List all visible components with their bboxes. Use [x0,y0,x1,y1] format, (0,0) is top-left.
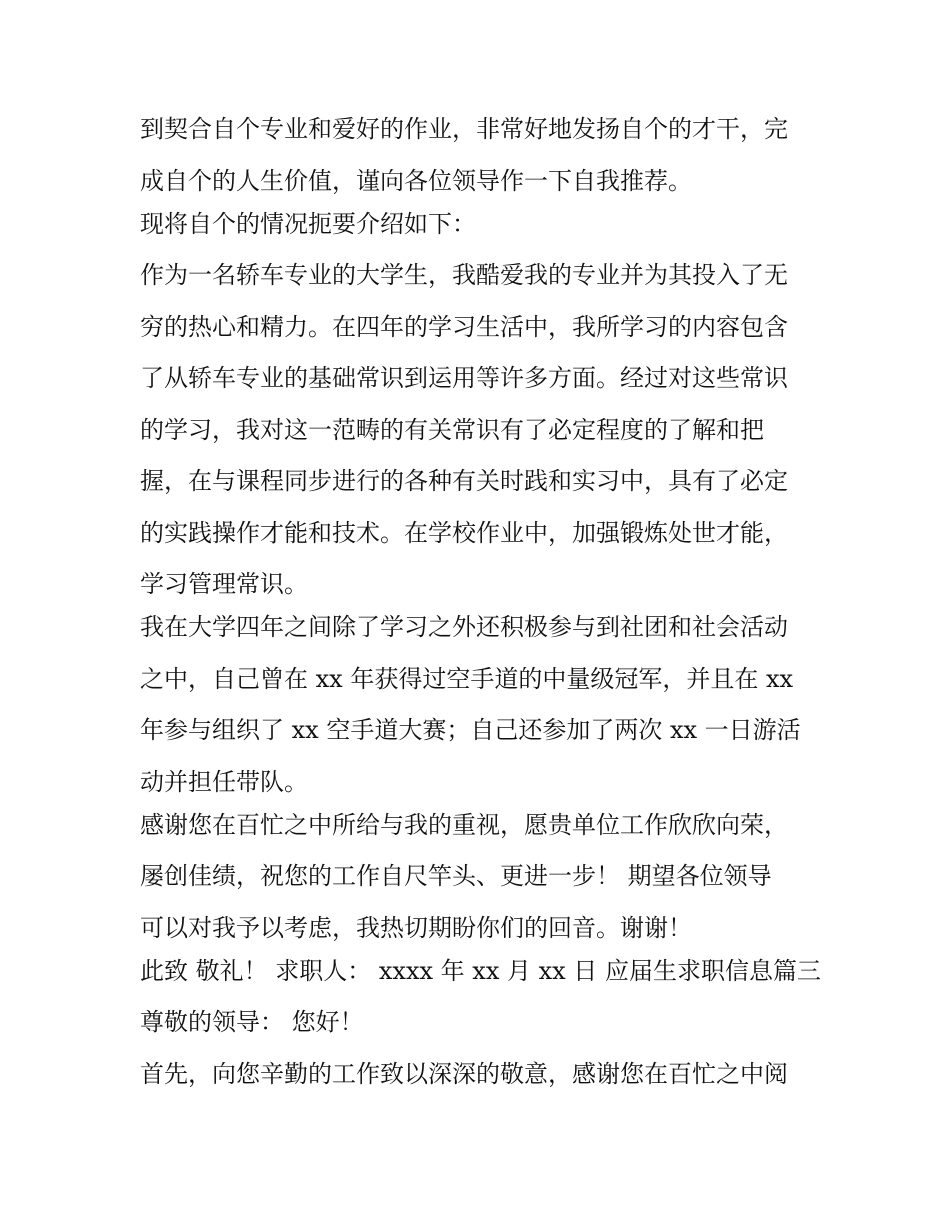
text-line: 首先，向您辛勤的工作致以深深的敬意，感谢您在百忙之中阅 [140,1059,788,1088]
text-line: 屡创佳绩，祝您的工作自尺竿头、更进一步！ 期望各位领导 [140,862,772,890]
text-line: 尊敬的领导： 您好！ [140,1008,364,1036]
text-line: 可以对我予以考虑，我热切期盼你们的回音。谢谢！ [140,913,692,942]
text-line: 之中，自己曾在 xx 年获得过空手道的中量级冠军，并且在 xx [140,664,794,693]
document-body [140,107,820,1103]
text-line: 动并担任带队。 [140,767,308,796]
text-line: 我在大学四年之间除了学习之外还积极参与到社团和社会活动 [140,613,788,641]
text-line: 感谢您在百忙之中所给与我的重视，愿贵单位工作欣欣向荣， [140,810,788,839]
text-line: 的实践操作才能和技术。在学校作业中，加强锻炼处世才能， [140,518,788,547]
text-line: 作为一名轿车专业的大学生，我酷爱我的专业并为其投入了无 [140,261,788,289]
text-line: 了从轿车专业的基础常识到运用等许多方面。经过对这些常识 [140,364,788,392]
text-line: 的学习，我对这一范畴的有关常识有了必定程度的了解和把 [140,415,764,444]
text-line: 此致 敬礼！ 求职人： xxxx 年 xx 月 xx 日 应届生求职信息篇三 [140,956,821,985]
text-line: 握，在与课程同步进行的各种有关时践和实习中，具有了必定 [140,467,788,495]
text-line: 现将自个的情况扼要介绍如下： [140,209,476,238]
text-line: 穷的热心和精力。在四年的学习生活中，我所学习的内容包含 [140,312,788,341]
text-line: 学习管理常识。 [140,570,308,598]
text-line: 年参与组织了 xx 空手道大赛；自己还参加了两次 xx 一日游活 [140,716,801,744]
text-line: 成自个的人生价值，谨向各位领导作一下自我推荐。 [140,166,692,195]
text-line: 到契合自个专业和爱好的作业，非常好地发扬自个的才干，完 [140,115,788,143]
